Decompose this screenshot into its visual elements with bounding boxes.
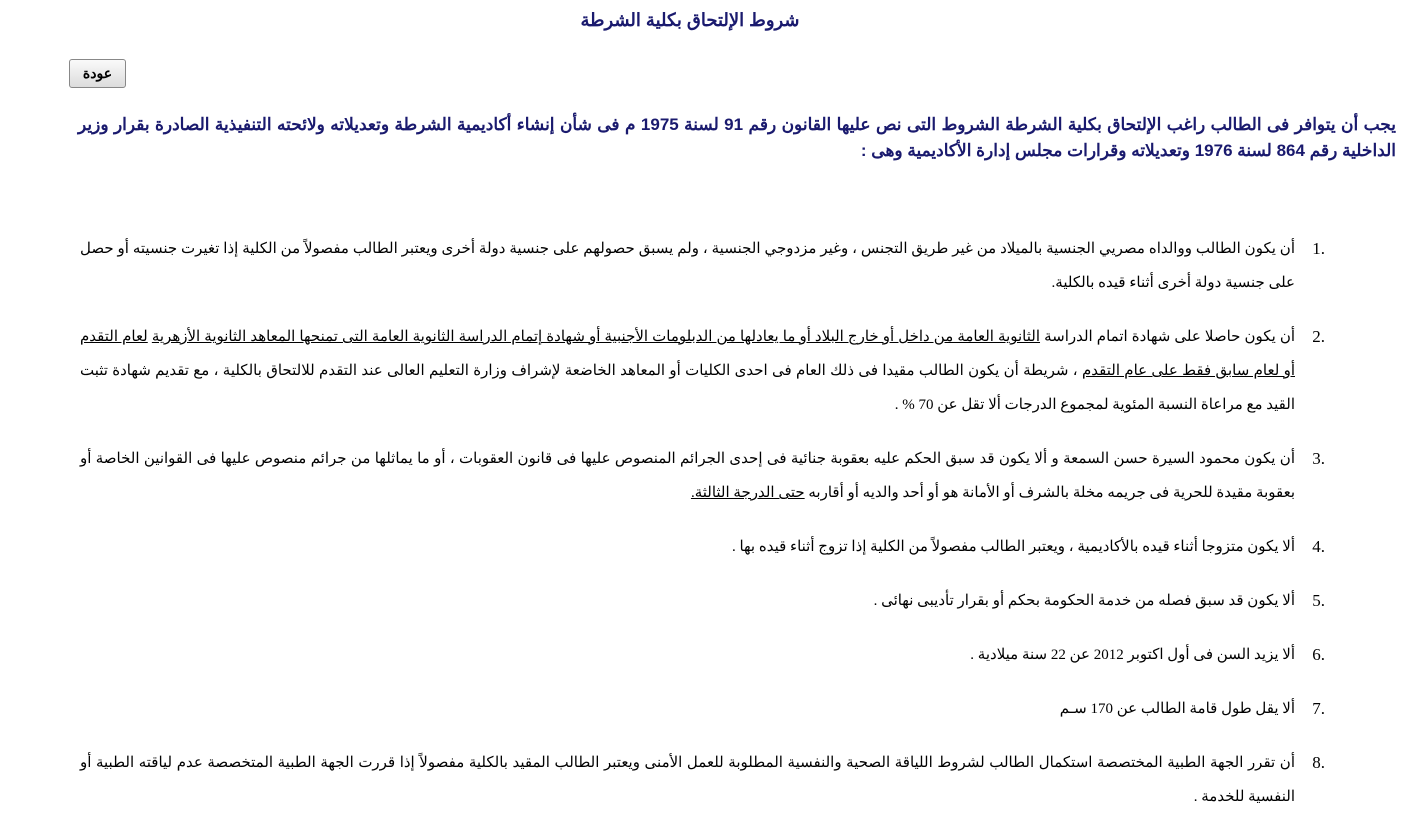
condition-item: 5. ألا يكون قد سبق فصله من خدمة الحكومة بحكم أو بقرار تأديبى نهائى . [873,591,1325,610]
condition-item: 4. ألا يكون متزوجا أثناء قيده بالأكاديمية ، ويعتبر الطالب مفصولاً من الكلية إذا تزوج أثناء قيده بها . [731,537,1325,556]
condition-item: 8. أن تقرر الجهة الطبية المختصصة استكمال الطالب لشروط اللياقة الصحية والنفسية المطلوبة للعمل الأمنى ويعتبر الطالب المقيد بالكلية مفصولاً إذا قررت الجهة الطبية المتخصصة عدم لياقته الطبية أو النفسية للخدمة . [80,753,1325,805]
condition-item: 7. ألا يقل طول قامة الطالب عن 170 سـم [1059,699,1325,718]
page-title: شروط الإلتحاق بكلية الشرطة [580,10,800,30]
intro-paragraph: يجب أن يتوافر فى الطالب راغب الإلتحاق بكلية الشرطة الشروط التى نص عليها القانون رقم 91 لسنة 1975 م فى شأن إنشاء أكاديمية الشرطة وتعديلاته ولائحته التنفيذية الصادرة بقرار وزير الداخلية رقم 864 لسنة 1976 وتعديلاته وقرارات مجلس إدارة الأكاديمية وهى : [78,115,1396,160]
condition-item: 2. أن يكون حاصلا على شهادة اتمام الدراسة الثانوية العامة من داخل أو خارج البلاد أو ما يعادلها من الدبلومات الأجنبية أو شهادة إتمام الدراسة الثانوية العامة التى تمنحها المعاهد الثانوية الأزهرية لعام التقدم أو لعام سابق فقط على عام التقدم ، شريطة أن يكون الطالب مقيدا فى ذلك العام فى احدى الكليات أو المعاهد الخاضعة لإشراف وزارة التعليم العالى عند التقدم للالتحاق بالكلية ، مع تقديم شهادة تثبت القيد مع مراعاة النسبة المئوية لمجموع الدرجات ألا تقل عن 70 % . [80,327,1325,413]
condition-item: 3. أن يكون محمود السيرة حسن السمعة و ألا يكون قد سبق الحكم عليه بعقوبة جنائية فى إحدى الجرائم المنصوص عليها فى قانون العقوبات ، أو ما يماثلها من جرائم منصوص عليها فى القوانين الخاصة أو بعقوبة مقيدة للحرية فى جريمه مخلة بالشرف أو الأمانة هو أو أحد والديه أو أقاربه حتى الدرجة الثالثة. [80,449,1325,501]
condition-item: 1. أن يكون الطالب ووالداه مصريي الجنسية بالميلاد من غير طريق التجنس ، وغير مزدوجي الجنسية ، ولم يسبق حصولهم على جنسية دولة أخرى ويعتبر الطالب مفصولاً من الكلية إذا تغيرت جنسيته أو حصل على جنسية دولة أخرى أثناء قيده بالكلية. [80,239,1325,291]
condition-item: 6. ألا يزيد السن فى أول اكتوبر 2012 عن 22 سنة ميلادية . [970,645,1325,664]
back-button[interactable]: عودة [69,59,126,88]
conditions-list [80,232,1325,834]
